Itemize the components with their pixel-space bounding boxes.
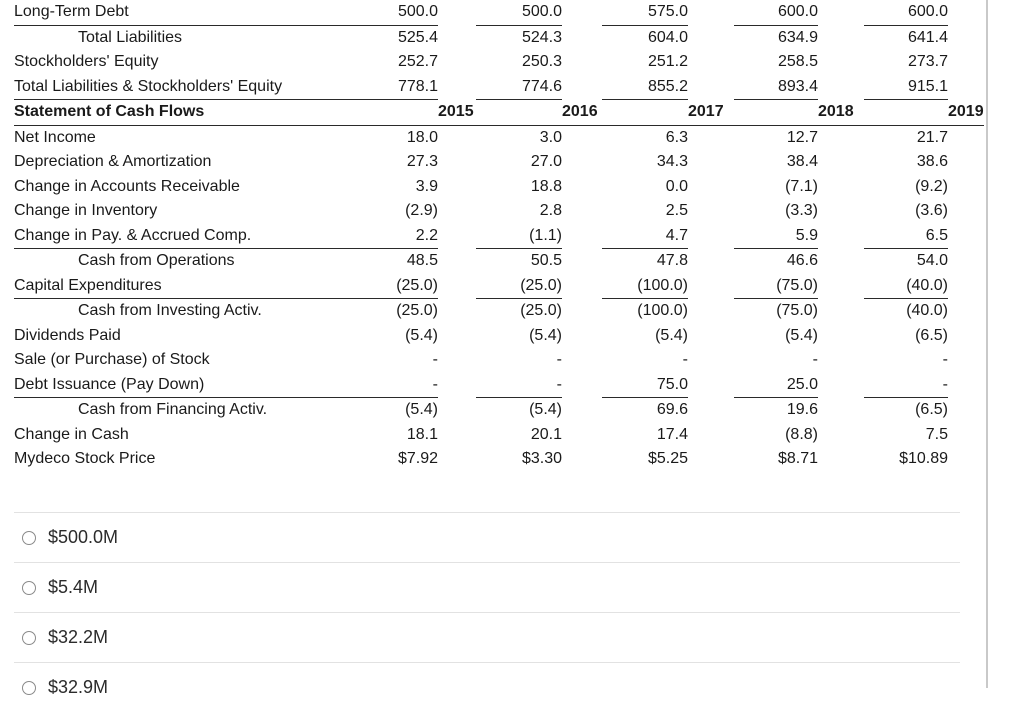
column-gap <box>688 224 734 249</box>
table-row <box>14 175 984 200</box>
year-header: 2017 <box>688 100 734 126</box>
column-gap <box>818 224 864 249</box>
column-gap <box>688 348 734 373</box>
row-label: Cash from Investing Activ. <box>78 302 262 320</box>
table-row <box>14 75 984 100</box>
cell-value: (1.1) <box>476 224 562 249</box>
column-gap <box>562 423 602 448</box>
row-label: Total Liabilities <box>78 28 183 46</box>
column-gap <box>438 398 476 423</box>
row-label: Change in Cash <box>14 425 129 443</box>
column-gap <box>438 0 476 25</box>
column-gap <box>438 274 476 299</box>
row-label: Long-Term Debt <box>14 0 354 25</box>
row-label: Depreciation & Amortization <box>14 153 212 171</box>
column-gap <box>948 447 984 472</box>
column-gap <box>818 175 864 200</box>
column-gap <box>948 50 984 75</box>
cell-value: 604.0 <box>647 28 688 46</box>
answer-option[interactable] <box>14 562 960 612</box>
cell-value: 600.0 <box>734 0 818 25</box>
cell-value: 48.5 <box>406 252 438 270</box>
cell-value: 3.9 <box>415 177 438 195</box>
column-gap <box>354 100 438 126</box>
cell-value: 915.1 <box>864 75 948 100</box>
column-gap <box>948 299 984 324</box>
column-gap <box>438 25 476 50</box>
column-gap <box>688 75 734 100</box>
answer-option-label: $32.2M <box>48 627 109 647</box>
cell-value: 69.6 <box>656 401 688 419</box>
cell-value: 251.2 <box>647 53 688 71</box>
cell-value: 774.6 <box>476 75 562 100</box>
cell-value: 18.8 <box>530 177 562 195</box>
table-row <box>14 299 984 324</box>
column-gap <box>562 0 602 25</box>
column-gap <box>818 274 864 299</box>
column-gap <box>688 150 734 175</box>
cell-value: 500.0 <box>476 0 562 25</box>
column-gap <box>818 447 864 472</box>
column-gap <box>948 175 984 200</box>
table-row <box>14 398 984 423</box>
cell-value: 524.3 <box>521 28 562 46</box>
cell-value: 778.1 <box>354 75 438 100</box>
table-row <box>14 373 984 398</box>
cell-value: (6.5) <box>915 326 948 344</box>
cell-value: 7.5 <box>925 425 948 443</box>
column-gap <box>688 299 734 324</box>
cell-value: - <box>682 351 688 369</box>
column-gap <box>602 100 688 126</box>
column-gap <box>562 398 602 423</box>
column-gap <box>948 25 984 50</box>
column-gap <box>562 324 602 349</box>
cell-value: 258.5 <box>777 53 818 71</box>
column-gap <box>688 447 734 472</box>
cell-value: 21.7 <box>916 128 948 146</box>
financial-statements-table <box>14 0 984 472</box>
cell-value: $8.71 <box>777 450 818 468</box>
row-label: Mydeco Stock Price <box>14 450 156 468</box>
cell-value: (9.2) <box>915 177 948 195</box>
cell-value: (3.6) <box>915 202 948 220</box>
answer-option[interactable] <box>14 512 960 562</box>
cell-value: 250.3 <box>521 53 562 71</box>
cell-value: 855.2 <box>602 75 688 100</box>
cell-value: 2.8 <box>539 202 562 220</box>
radio-button[interactable] <box>22 581 36 595</box>
cell-value: - <box>864 373 948 398</box>
cell-value: 17.4 <box>656 425 688 443</box>
answer-options <box>14 512 960 712</box>
table-row <box>14 447 984 472</box>
cell-value: (75.0) <box>734 274 818 299</box>
cell-value: (100.0) <box>602 274 688 299</box>
table-row <box>14 199 984 224</box>
cell-value: 6.5 <box>864 224 948 249</box>
cell-value: (40.0) <box>864 274 948 299</box>
cell-value: (2.9) <box>405 202 438 220</box>
column-gap <box>562 50 602 75</box>
radio-button[interactable] <box>22 631 36 645</box>
column-gap <box>688 373 734 398</box>
column-gap <box>562 447 602 472</box>
column-gap <box>688 0 734 25</box>
cell-value: (5.4) <box>655 326 688 344</box>
column-gap <box>438 175 476 200</box>
cell-value: (75.0) <box>776 302 818 320</box>
cell-value: (5.4) <box>529 326 562 344</box>
table-row <box>14 50 984 75</box>
page-scroll-border <box>986 0 988 688</box>
cell-value: (8.8) <box>785 425 818 443</box>
radio-button[interactable] <box>22 531 36 545</box>
column-gap <box>948 150 984 175</box>
column-gap <box>818 0 864 25</box>
cell-value: - <box>476 373 562 398</box>
column-gap <box>438 423 476 448</box>
column-gap <box>818 324 864 349</box>
column-gap <box>688 274 734 299</box>
year-header: 2016 <box>562 100 602 126</box>
table-row <box>14 423 984 448</box>
cell-value: - <box>812 351 818 369</box>
row-label: Debt Issuance (Pay Down) <box>14 373 354 398</box>
cell-value: 500.0 <box>354 0 438 25</box>
cell-value: - <box>942 351 948 369</box>
section-title: Statement of Cash Flows <box>14 100 354 126</box>
column-gap <box>688 50 734 75</box>
table-row <box>14 249 984 274</box>
column-gap <box>562 274 602 299</box>
table-row <box>14 125 984 150</box>
column-gap <box>818 348 864 373</box>
answer-option-label: $5.4M <box>48 577 99 597</box>
column-gap <box>818 50 864 75</box>
column-gap <box>818 423 864 448</box>
column-gap <box>734 100 818 126</box>
cell-value: - <box>556 351 562 369</box>
column-gap <box>948 199 984 224</box>
column-gap <box>562 348 602 373</box>
cell-value: 27.3 <box>406 153 438 171</box>
cell-value: 75.0 <box>602 373 688 398</box>
cell-value: - <box>432 351 438 369</box>
cell-value: 38.6 <box>916 153 948 171</box>
column-gap <box>948 373 984 398</box>
cell-value: 2.5 <box>665 202 688 220</box>
row-label: Sale (or Purchase) of Stock <box>14 351 210 369</box>
cell-value: 34.3 <box>656 153 688 171</box>
row-label: Change in Pay. & Accrued Comp. <box>14 224 354 249</box>
row-label: Change in Accounts Receivable <box>14 177 240 195</box>
column-gap <box>818 373 864 398</box>
cell-value: $5.25 <box>647 450 688 468</box>
cell-value: 20.1 <box>530 425 562 443</box>
column-gap <box>818 249 864 274</box>
column-gap <box>688 249 734 274</box>
table-row <box>14 25 984 50</box>
cell-value: 25.0 <box>734 373 818 398</box>
column-gap <box>818 398 864 423</box>
cell-value: (5.4) <box>529 401 562 419</box>
cell-value: 27.0 <box>530 153 562 171</box>
cell-value: 46.6 <box>786 252 818 270</box>
column-gap <box>818 25 864 50</box>
cell-value: 38.4 <box>786 153 818 171</box>
column-gap <box>948 348 984 373</box>
column-gap <box>562 125 602 150</box>
cell-value: 525.4 <box>397 28 438 46</box>
column-gap <box>948 423 984 448</box>
cell-value: 12.7 <box>786 128 818 146</box>
answer-option[interactable] <box>14 662 960 712</box>
column-gap <box>562 249 602 274</box>
cell-value: (5.4) <box>405 401 438 419</box>
column-gap <box>948 75 984 100</box>
answer-option[interactable] <box>14 612 960 662</box>
cell-value: 273.7 <box>907 53 948 71</box>
column-gap <box>438 348 476 373</box>
cell-value: (7.1) <box>785 177 818 195</box>
column-gap <box>438 249 476 274</box>
row-label: Capital Expenditures <box>14 274 354 299</box>
column-gap <box>438 199 476 224</box>
cell-value: (5.4) <box>405 326 438 344</box>
cell-value: - <box>354 373 438 398</box>
cell-value: $7.92 <box>397 450 438 468</box>
cell-value: (25.0) <box>476 274 562 299</box>
column-gap <box>818 75 864 100</box>
cell-value: 18.0 <box>406 128 438 146</box>
column-gap <box>688 25 734 50</box>
column-gap <box>688 324 734 349</box>
column-gap <box>438 150 476 175</box>
column-gap <box>476 100 562 126</box>
column-gap <box>818 299 864 324</box>
column-gap <box>688 423 734 448</box>
cell-value: 641.4 <box>907 28 948 46</box>
column-gap <box>438 373 476 398</box>
cell-value: $3.30 <box>521 450 562 468</box>
row-label: Dividends Paid <box>14 326 121 344</box>
cash-flow-header-row <box>14 100 984 126</box>
column-gap <box>562 373 602 398</box>
column-gap <box>438 224 476 249</box>
column-gap <box>688 199 734 224</box>
answer-option-label: $32.9M <box>48 677 109 697</box>
column-gap <box>864 100 948 126</box>
cell-value: 50.5 <box>530 252 562 270</box>
column-gap <box>562 150 602 175</box>
cell-value: (100.0) <box>637 302 688 320</box>
year-header: 2018 <box>818 100 864 126</box>
cell-value: 3.0 <box>539 128 562 146</box>
cell-value: (40.0) <box>906 302 948 320</box>
column-gap <box>688 175 734 200</box>
table-row <box>14 348 984 373</box>
table-row <box>14 150 984 175</box>
column-gap <box>818 125 864 150</box>
column-gap <box>438 447 476 472</box>
row-label: Total Liabilities & Stockholders' Equity <box>14 75 354 100</box>
column-gap <box>562 199 602 224</box>
column-gap <box>948 274 984 299</box>
column-gap <box>562 75 602 100</box>
cell-value: 0.0 <box>665 177 688 195</box>
cell-value: 4.7 <box>602 224 688 249</box>
column-gap <box>948 398 984 423</box>
row-label: Cash from Financing Activ. <box>78 401 268 419</box>
row-label: Net Income <box>14 128 96 146</box>
column-gap <box>948 0 984 25</box>
cell-value: 19.6 <box>786 401 818 419</box>
cell-value: 575.0 <box>602 0 688 25</box>
column-gap <box>948 125 984 150</box>
cell-value: 18.1 <box>406 425 438 443</box>
answer-option-label: $500.0M <box>48 527 119 547</box>
column-gap <box>688 125 734 150</box>
cell-value: 600.0 <box>864 0 948 25</box>
row-label: Change in Inventory <box>14 202 158 220</box>
cell-value: 2.2 <box>354 224 438 249</box>
column-gap <box>818 199 864 224</box>
cell-value: 54.0 <box>916 252 948 270</box>
table-row <box>14 0 984 25</box>
cell-value: (3.3) <box>785 202 818 220</box>
column-gap <box>818 150 864 175</box>
column-gap <box>948 224 984 249</box>
cell-value: 634.9 <box>777 28 818 46</box>
cell-value: 5.9 <box>734 224 818 249</box>
column-gap <box>948 249 984 274</box>
cell-value: 47.8 <box>656 252 688 270</box>
row-label: Cash from Operations <box>78 252 235 270</box>
cell-value: (25.0) <box>354 274 438 299</box>
cell-value: $10.89 <box>899 450 948 468</box>
cell-value: (6.5) <box>915 401 948 419</box>
column-gap <box>688 398 734 423</box>
row-label: Stockholders' Equity <box>14 53 159 71</box>
column-gap <box>562 25 602 50</box>
column-gap <box>438 75 476 100</box>
cell-value: (5.4) <box>785 326 818 344</box>
table-row <box>14 324 984 349</box>
column-gap <box>562 175 602 200</box>
column-gap <box>438 324 476 349</box>
column-gap <box>562 224 602 249</box>
cell-value: (25.0) <box>396 302 438 320</box>
cell-value: (25.0) <box>520 302 562 320</box>
cell-value: 6.3 <box>665 128 688 146</box>
column-gap <box>438 299 476 324</box>
column-gap <box>948 324 984 349</box>
column-gap <box>438 50 476 75</box>
column-gap <box>438 125 476 150</box>
table-row <box>14 274 984 299</box>
table-row <box>14 224 984 249</box>
cell-value: 893.4 <box>734 75 818 100</box>
year-header: 2019 <box>948 100 984 126</box>
cell-value: 252.7 <box>397 53 438 71</box>
year-header: 2015 <box>438 100 476 126</box>
column-gap <box>562 299 602 324</box>
